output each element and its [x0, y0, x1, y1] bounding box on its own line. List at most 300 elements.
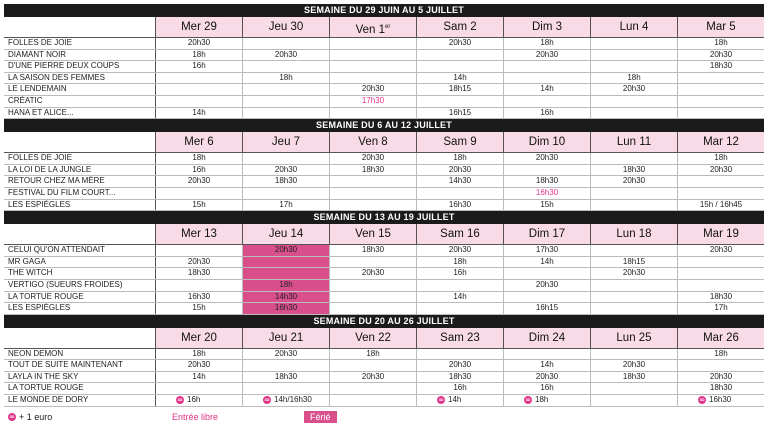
3d-badge-icon: 3D — [177, 397, 183, 403]
showtime-cell — [330, 84, 417, 95]
showtime: 16h — [453, 383, 467, 393]
showtime-cell — [417, 360, 504, 371]
film-row — [4, 61, 764, 73]
showtime-cell — [678, 188, 764, 199]
showtime-cell — [417, 165, 504, 176]
showtime-cell — [243, 268, 330, 279]
showtime-cell — [417, 84, 504, 95]
showtime-cell — [330, 372, 417, 383]
3d-badge-icon: 3D — [438, 397, 444, 403]
showtime: 17h — [714, 303, 728, 313]
showtime: 18h15 — [622, 256, 646, 266]
film-title: CELUI QU'ON ATTENDAIT — [4, 245, 156, 256]
film-row — [4, 372, 764, 384]
showtime-cell — [678, 268, 764, 279]
showtime-cell — [243, 280, 330, 291]
film-row — [4, 153, 764, 165]
showtime-cell — [330, 292, 417, 303]
showtime-cell — [330, 383, 417, 394]
day-header: Ven 1er — [330, 17, 417, 37]
showtime-cell — [156, 303, 243, 314]
film-title: RETOUR CHEZ MA MÈRE — [4, 176, 156, 187]
film-title: LES ESPIÈGLES — [4, 303, 156, 314]
showtime-cell — [243, 303, 330, 314]
showtime-cell — [591, 360, 678, 371]
week-block — [4, 315, 764, 407]
showtime: 18h — [453, 256, 467, 266]
showtime: 18h — [714, 38, 728, 47]
showtime-cell — [156, 257, 243, 268]
showtime-cell — [678, 38, 764, 49]
day-header: Dim 10 — [504, 132, 591, 152]
showtime-cell — [417, 108, 504, 119]
showtime-cell — [591, 73, 678, 84]
film-title: LAYLA IN THE SKY — [4, 372, 156, 383]
showtime-cell — [156, 61, 243, 72]
film-title: LA TORTUE ROUGE — [4, 292, 156, 303]
day-header: Mer 20 — [156, 328, 243, 348]
showtime: 20h30 — [274, 49, 298, 59]
day-header: Lun 11 — [591, 132, 678, 152]
showtime-cell — [591, 383, 678, 394]
showtime-cell — [417, 257, 504, 268]
header-corner — [4, 224, 156, 244]
showtime-cell — [591, 280, 678, 291]
showtime: 18h — [192, 348, 206, 358]
showtime: 20h30 — [535, 49, 559, 59]
showtime: 18h — [366, 348, 380, 358]
film-row — [4, 257, 764, 269]
showtime: 18h30 — [622, 164, 646, 174]
showtime-cell — [330, 280, 417, 291]
showtime: 16h15 — [535, 303, 559, 313]
3d-badge-icon: 3D — [699, 397, 705, 403]
day-header: Mar 26 — [678, 328, 764, 348]
showtime: 15h — [540, 199, 554, 209]
showtime-cell — [243, 188, 330, 199]
showtime: 14h — [540, 84, 554, 94]
day-header-row — [4, 328, 764, 349]
showtime: 20h30 — [448, 164, 472, 174]
showtime: 15h — [192, 303, 206, 313]
showtime-cell — [504, 360, 591, 371]
showtime-cell — [678, 108, 764, 119]
showtime: 16h — [453, 268, 467, 278]
showtime: 17h — [279, 199, 293, 209]
film-title: D'UNE PIERRE DEUX COUPS — [4, 61, 156, 72]
showtime: 20h30 — [622, 84, 646, 94]
showtime-cell — [243, 165, 330, 176]
showtime-cell — [156, 268, 243, 279]
showtime-cell — [591, 50, 678, 61]
showtime-cell — [156, 96, 243, 107]
film-row — [4, 73, 764, 85]
legend-3d — [8, 412, 52, 422]
header-corner — [4, 132, 156, 152]
showtime-cell — [417, 383, 504, 394]
film-row — [4, 383, 764, 395]
showtime-cell — [504, 268, 591, 279]
film-row — [4, 38, 764, 50]
showtime-cell — [417, 61, 504, 72]
showtime-cell — [591, 257, 678, 268]
showtime-cell — [504, 73, 591, 84]
showtime-cell — [504, 383, 591, 394]
showtime-cell — [417, 245, 504, 256]
week-title: SEMAINE DU 29 JUIN AU 5 JUILLET — [4, 4, 764, 17]
film-title: FOLLES DE JOIE — [4, 38, 156, 49]
showtime: 14h — [540, 256, 554, 266]
day-header: Mer 6 — [156, 132, 243, 152]
showtime-cell — [678, 372, 764, 383]
showtime: 20h30 — [709, 49, 733, 59]
showtime-cell — [156, 188, 243, 199]
showtime: 18h30 — [187, 268, 211, 278]
showtime-cell — [243, 257, 330, 268]
showtime: 14h — [192, 371, 206, 381]
film-title: CRÉATIC — [4, 96, 156, 107]
showtime-cell — [330, 395, 417, 406]
showtime: 20h30 — [361, 371, 385, 381]
showtime-cell — [504, 280, 591, 291]
showtime-cell — [156, 153, 243, 164]
film-title: LA LOI DE LA JUNGLE — [4, 165, 156, 176]
showtime: 17h30 — [535, 245, 559, 255]
film-title: FOLLES DE JOIE — [4, 153, 156, 164]
showtime-cell — [678, 153, 764, 164]
week-block — [4, 4, 764, 119]
day-header: Ven 8 — [330, 132, 417, 152]
showtime: 18h30 — [709, 291, 733, 301]
showtime-cell — [330, 153, 417, 164]
showtime: 18h — [714, 153, 728, 163]
showtime-cell — [591, 176, 678, 187]
showtime: 18h — [540, 38, 554, 47]
film-row — [4, 280, 764, 292]
showtime-cell — [504, 188, 591, 199]
showtime: 16h — [540, 107, 554, 117]
showtime-cell — [591, 245, 678, 256]
showtime-cell — [678, 360, 764, 371]
day-header: Sam 2 — [417, 17, 504, 37]
showtime-cell — [504, 96, 591, 107]
showtime: 18h — [453, 153, 467, 163]
day-header: Dim 3 — [504, 17, 591, 37]
showtime-cell — [417, 153, 504, 164]
showtime: 18h15 — [448, 84, 472, 94]
film-row — [4, 84, 764, 96]
showtime: 20h30 — [274, 245, 298, 255]
showtime: 18h30 — [709, 383, 733, 393]
showtime: 18h — [627, 72, 641, 82]
showtime-cell — [591, 395, 678, 406]
showtime-cell — [504, 61, 591, 72]
showtime-cell — [591, 200, 678, 211]
showtime-cell — [156, 176, 243, 187]
showtime-cell — [504, 372, 591, 383]
legend-surcharge-text: + 1 euro — [19, 412, 53, 422]
showtime-cell — [156, 245, 243, 256]
showtime: 18h30 — [361, 164, 385, 174]
day-header: Mer 13 — [156, 224, 243, 244]
showtime: 14h — [192, 107, 206, 117]
day-header: Mar 5 — [678, 17, 764, 37]
showtime-cell — [243, 153, 330, 164]
film-row — [4, 108, 764, 120]
day-header: Lun 18 — [591, 224, 678, 244]
showtime: 17h30 — [361, 95, 385, 105]
day-header: Mar 19 — [678, 224, 764, 244]
showtime: 20h30 — [622, 176, 646, 186]
showtime: 20h30 — [274, 348, 298, 358]
showtime-cell — [417, 372, 504, 383]
showtime-cell — [417, 395, 504, 406]
showtime: 16h30 — [448, 199, 472, 209]
3d-badge-icon: 3D — [264, 397, 270, 403]
showtime-cell — [330, 50, 417, 61]
showtime-cell — [243, 349, 330, 360]
film-title: MR GAGA — [4, 257, 156, 268]
day-header: Dim 24 — [504, 328, 591, 348]
showtime-cell — [243, 395, 330, 406]
showtime: 14h — [448, 395, 462, 405]
showtime-cell — [156, 360, 243, 371]
legend-holiday: Férié — [304, 411, 337, 423]
showtime: 18h — [279, 279, 293, 289]
showtime-cell — [504, 84, 591, 95]
showtime-cell — [243, 96, 330, 107]
showtime: 18h30 — [709, 61, 733, 71]
day-header: Mar 12 — [678, 132, 764, 152]
showtime-cell — [591, 268, 678, 279]
film-title: FESTIVAL DU FILM COURT... — [4, 188, 156, 199]
schedule-table — [4, 4, 764, 407]
showtime: 20h30 — [709, 164, 733, 174]
showtime-cell — [243, 176, 330, 187]
showtime-cell — [243, 245, 330, 256]
showtime: 20h30 — [622, 268, 646, 278]
showtime: 16h — [192, 61, 206, 71]
showtime-cell — [417, 292, 504, 303]
showtime: 16h30 — [274, 303, 298, 313]
day-header-row — [4, 132, 764, 153]
showtime-cell — [591, 108, 678, 119]
showtime-cell — [156, 292, 243, 303]
day-header: Jeu 21 — [243, 328, 330, 348]
showtime: 14h30 — [274, 291, 298, 301]
film-title: LA SAISON DES FEMMES — [4, 73, 156, 84]
showtime-cell — [591, 38, 678, 49]
showtime: 18h30 — [535, 176, 559, 186]
showtime-cell — [330, 245, 417, 256]
showtime-cell — [156, 108, 243, 119]
showtime: 20h30 — [709, 245, 733, 255]
showtime: 20h30 — [448, 245, 472, 255]
showtime-cell — [504, 303, 591, 314]
week-block — [4, 119, 764, 211]
showtime-cell — [591, 84, 678, 95]
showtime-cell — [417, 176, 504, 187]
showtime: 18h30 — [274, 176, 298, 186]
film-title: NEON DEMON — [4, 349, 156, 360]
showtime-cell — [504, 245, 591, 256]
week-block — [4, 211, 764, 315]
showtime-cell — [504, 50, 591, 61]
showtime-cell — [591, 61, 678, 72]
showtime: 16h — [540, 383, 554, 393]
showtime: 16h30 — [709, 395, 732, 405]
showtime-cell — [330, 61, 417, 72]
day-header: Lun 4 — [591, 17, 678, 37]
day-header: Dim 17 — [504, 224, 591, 244]
day-header: Jeu 14 — [243, 224, 330, 244]
showtime-cell — [156, 395, 243, 406]
showtime-cell — [330, 188, 417, 199]
showtime: 16h — [187, 395, 201, 405]
showtime-cell — [678, 61, 764, 72]
showtime-cell — [678, 165, 764, 176]
film-title: THE WITCH — [4, 268, 156, 279]
showtime-cell — [156, 383, 243, 394]
showtime-cell — [330, 108, 417, 119]
showtime-cell — [678, 383, 764, 394]
week-title: SEMAINE DU 13 AU 19 JUILLET — [4, 211, 764, 224]
showtime-cell — [591, 303, 678, 314]
showtime-cell — [156, 372, 243, 383]
day-header-row — [4, 17, 764, 38]
showtime: 14h — [453, 291, 467, 301]
film-title: DIAMANT NOIR — [4, 50, 156, 61]
day-header: Jeu 7 — [243, 132, 330, 152]
film-row — [4, 303, 764, 315]
film-title: TOUT DE SUITE MAINTENANT — [4, 360, 156, 371]
legend — [4, 411, 764, 425]
showtime-cell — [243, 50, 330, 61]
film-title: LE LENDEMAIN — [4, 84, 156, 95]
header-corner — [4, 328, 156, 348]
showtime-cell — [156, 84, 243, 95]
showtime-cell — [417, 303, 504, 314]
day-header: Sam 23 — [417, 328, 504, 348]
showtime-cell — [330, 257, 417, 268]
film-row — [4, 292, 764, 304]
film-row — [4, 360, 764, 372]
showtime: 20h30 — [187, 38, 211, 47]
day-header: Ven 15 — [330, 224, 417, 244]
showtime: 18h — [535, 395, 549, 405]
film-row — [4, 349, 764, 361]
showtime-cell — [678, 349, 764, 360]
showtime-cell — [591, 292, 678, 303]
showtime-cell — [678, 303, 764, 314]
showtime-cell — [678, 245, 764, 256]
showtime-cell — [243, 84, 330, 95]
film-title: LA TORTUE ROUGE — [4, 383, 156, 394]
film-row — [4, 165, 764, 177]
showtime: 16h — [192, 164, 206, 174]
showtime-cell — [330, 349, 417, 360]
showtime: 20h30 — [448, 38, 472, 47]
film-row — [4, 50, 764, 62]
showtime-cell — [330, 176, 417, 187]
showtime-cell — [243, 200, 330, 211]
showtime: 20h30 — [361, 84, 385, 94]
showtime: 20h30 — [187, 176, 211, 186]
showtime: 18h30 — [361, 245, 385, 255]
showtime-cell — [678, 176, 764, 187]
showtime-cell — [417, 349, 504, 360]
legend-free-entry: Entrée libre — [172, 412, 219, 422]
showtime-cell — [417, 268, 504, 279]
film-title: LES ESPIÈGLES — [4, 200, 156, 211]
showtime-cell — [591, 188, 678, 199]
showtime: 18h — [192, 49, 206, 59]
showtime: 18h — [279, 72, 293, 82]
3d-badge-icon: 3D — [525, 397, 531, 403]
showtime-cell — [243, 61, 330, 72]
showtime-cell — [504, 292, 591, 303]
showtime: 15h / 16h45 — [699, 199, 743, 209]
film-row — [4, 245, 764, 257]
showtime: 18h30 — [274, 371, 298, 381]
showtime: 18h — [192, 153, 206, 163]
showtime-cell — [504, 176, 591, 187]
showtime-cell — [678, 395, 764, 406]
showtime: 20h30 — [361, 268, 385, 278]
showtime-cell — [330, 165, 417, 176]
showtime: 20h30 — [535, 371, 559, 381]
showtime-cell — [156, 200, 243, 211]
showtime-cell — [243, 38, 330, 49]
week-title: SEMAINE DU 6 AU 12 JUILLET — [4, 119, 764, 132]
showtime: 20h30 — [622, 360, 646, 370]
film-title: VERTIGO (SUEURS FROIDES) — [4, 280, 156, 291]
film-row — [4, 176, 764, 188]
showtime-cell — [504, 395, 591, 406]
showtime-cell — [243, 372, 330, 383]
showtime: 20h30 — [274, 164, 298, 174]
showtime-cell — [330, 200, 417, 211]
showtime-cell — [417, 50, 504, 61]
showtime-cell — [591, 96, 678, 107]
showtime-cell — [504, 108, 591, 119]
showtime: 14h/16h30 — [274, 395, 312, 405]
showtime-cell — [504, 38, 591, 49]
week-title: SEMAINE DU 20 AU 26 JUILLET — [4, 315, 764, 328]
showtime-cell — [330, 38, 417, 49]
showtime: 20h30 — [187, 360, 211, 370]
showtime-cell — [678, 257, 764, 268]
showtime-cell — [504, 200, 591, 211]
showtime-cell — [156, 50, 243, 61]
showtime-cell — [678, 84, 764, 95]
showtime-cell — [678, 96, 764, 107]
film-title: HANA ET ALICE... — [4, 108, 156, 119]
day-header: Ven 22 — [330, 328, 417, 348]
showtime-cell — [417, 38, 504, 49]
film-row — [4, 96, 764, 108]
showtime: 14h — [540, 360, 554, 370]
showtime-cell — [591, 165, 678, 176]
showtime-cell — [243, 292, 330, 303]
showtime-cell — [156, 165, 243, 176]
showtime-cell — [678, 73, 764, 84]
showtime: 15h — [192, 199, 206, 209]
showtime-cell — [156, 280, 243, 291]
showtime-cell — [156, 73, 243, 84]
showtime: 14h — [453, 72, 467, 82]
showtime: 20h30 — [535, 279, 559, 289]
